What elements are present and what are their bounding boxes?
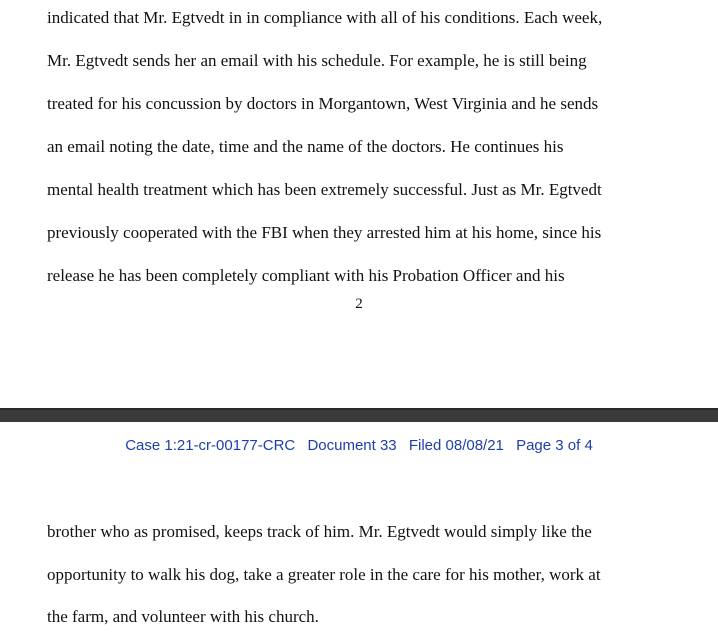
case-number: Case 1:21-cr-00177-CRC — [125, 437, 296, 454]
page-number: 2 — [355, 296, 363, 312]
body-text-line: previously cooperated with the FBI when they arrested him at his home, since his — [47, 223, 602, 242]
body-text-line: release he has been completely compliant with his Probation Officer and his — [47, 266, 565, 285]
body-text-line: an email noting the date, time and the name of the doctors. He continues his — [47, 137, 564, 156]
body-text-line: mental health treatment which has been extremely successful. Just as Mr. Egtvedt — [47, 180, 602, 199]
body-text-line: treated for his concussion by doctors in Morgantown, West Virginia and he sends — [47, 94, 599, 113]
body-text-line: Mr. Egtvedt sends her an email with his schedule. For example, he is still being — [47, 51, 587, 70]
page-separator — [0, 408, 718, 422]
body-text-line: opportunity to walk his dog, take a greater role in the care for his mother, work at — [47, 565, 601, 584]
document-number: Document 33 — [307, 437, 397, 454]
case-header — [0, 437, 718, 454]
filed-date: Filed 08/08/21 — [408, 437, 504, 454]
body-text-line: indicated that Mr. Egtvedt in in compliance with all of his conditions. Each week, — [47, 8, 603, 27]
body-text-line: the farm, and volunteer with his church. — [47, 607, 319, 626]
body-text-line: brother who as promised, keeps track of him. Mr. Egtvedt would simply like the — [47, 522, 592, 541]
page-count: Page 3 of 4 — [516, 437, 593, 454]
